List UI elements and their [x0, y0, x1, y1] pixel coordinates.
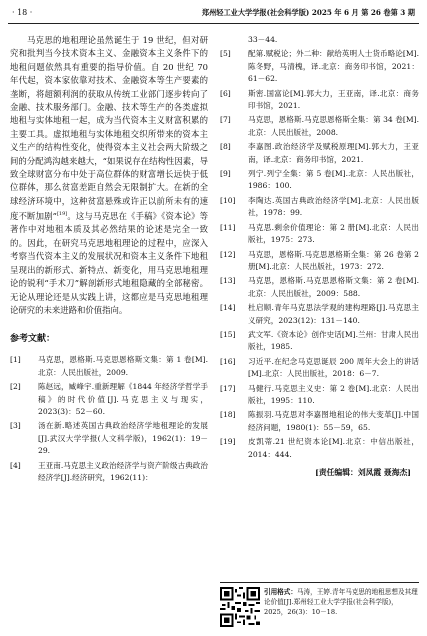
page-number: · 18 ·: [12, 8, 33, 17]
qr-code-icon[interactable]: [220, 587, 260, 627]
footnote-mark[interactable]: [19]: [56, 211, 68, 218]
reference-item: [12] 马克思，恩格斯.马克思恩格斯全集：第 26 卷第 2 册[M].北京：人民出版社，1973：272.: [220, 249, 419, 271]
reference-item: [6] 斯密.国富论[M].郭大力，王亚南，译.北京：商务印书馆，2021.: [220, 88, 419, 111]
citation-text: 引用格式：马涛，王婷.青年马克思的地租思想及其理论价值[J].郑州轻工业大学学报(社会科学版)，2025，26(3)：10－18.: [264, 588, 418, 616]
reference-item: [2] 陈赵远，臧峰宇.重新理解《1844 年经济学哲学手稿》的时代价值[J].马克思主义与现实，2023(3)：52－60.: [10, 382, 208, 416]
references-title: 参考文献：: [10, 334, 56, 345]
reference-item: [18] 陈振羽.马克思对李嘉图地租论的伟大变革[J].中国经济问题，1980(1)：55－59，65.: [220, 410, 419, 432]
journal-title: 郑州轻工业大学学报(社会科学版) 2025 年 6 月 第 26 卷第 3 期: [201, 8, 415, 17]
citation-label: 引用格式：: [264, 588, 297, 596]
reference-item: [13] 马克思，恩格斯.马克思恩格斯文集：第 2 卷[M].北京：人民出版社，2009：588.: [220, 276, 419, 298]
reference-item: [16] 习近平.在纪念马克思诞辰 200 周年大会上的讲话[M].北京：人民出版社，2018：6－7.: [220, 356, 419, 379]
reference-continuation: 33－44.: [248, 35, 278, 44]
left-column: [10, 34, 208, 486]
reference-item: [14] 杜启顺.青年马克思法学观的建构理路[J].马克思主义研究，2023(12)：131－140.: [220, 303, 419, 325]
reference-item: [17] 马健行.马克思主义史：第 2 卷[M].北京：人民出版社，1995：110.: [220, 383, 419, 405]
reference-item: [1] 马克思，恩格斯.马克思恩格斯文集：第 1 卷[M].北京：人民出版社，2009.: [10, 355, 208, 377]
reference-item: [10] 李陶达.英国古典政治经济学[M].北京：人民出版社，1978：99.: [220, 195, 419, 218]
reference-item: [9] 列宁.列宁全集：第 5 卷[M].北京：人民出版社，1986：100.: [220, 169, 419, 191]
references-list-left: [10, 354, 208, 484]
right-column: [220, 34, 419, 478]
reference-item: [4] 王亚南.马克思主义政治经济学与资产阶级古典政治经济学[J].经济研究，1962(11)：: [10, 460, 208, 482]
reference-item: [8] 李嘉图.政治经济学及赋税原理[M].郭大力，王亚南，译.北京：商务印书馆，2021.: [220, 142, 419, 164]
reference-item: [15] 武文军.《资本论》创作史话[M].兰州：甘肃人民出版社，1985.: [220, 329, 419, 352]
citation-block: [220, 582, 419, 628]
reference-item: [7] 马克思，恩格斯.马克思恩格斯全集：第 34 卷[M].北京：人民出版社，2008.: [220, 115, 419, 137]
reference-item: [11] 马克思.剩余价值理论：第 2 册[M].北京：人民出版社，1975：273.: [220, 222, 419, 245]
reference-item: [19] 皮凯蒂.21 世纪资本论[M].北京：中信出版社，2014：444.: [220, 437, 419, 459]
page-header: [8, 0, 419, 24]
responsible-editor: [责任编辑：刘凤霞 聂海杰]: [315, 468, 411, 477]
references-list-right: [220, 34, 419, 461]
body-paragraph-1: 马克思的地租理论虽然诞生于 19 世纪，但对研究和批判当今技术资本主义、金融资本主义条件下的地租问题依然具有重要的指导价值。自 20 世纪 70 年代起，资本家依靠对技术、金融资本等生产要素的垄断，将超额利润的获取从传统工业部门逐步转向了金融、技术服务部门。金融、技术等生产的各类虚拟地租与实体地租一起，成为当代资本主义财富积累的主要工具。虚拟地租与实体地租交织所带来的资本主义生产的结构性变化，使得资本主义社会两大阶级之间的分配鸿沟越来越大，“如果说存在结构性因素，导致全球财富分布中处于高位群体的财富增长远快于低位群体，那么贫富差距自然会无限制扩大。在新的全球经济环境中，这种贫富悬殊或许正以前所未有的速度不断加剧”[19]。这与马克思在《手稿》《资本论》等著作中对地租本质及其必然结果的论述是完全一致的。因此，在研究马克思地租理论的过程中，应深入考察当代资本主义的发展状况和资本主义条件下地租呈现出的新形式、新特点、新变化，用马克思地租理论的锐利“手术刀”解剖新形式地租隐藏的全部秘密。无论从理论还是从实践上讲，这都应是马克思地租理论研究的未来进路和价值指向。: [10, 35, 209, 315]
reference-item: [3] 汤在新.略述英国古典政治经济学地租理论的发展[J].武汉大学学报(人文科学版)，1962(1)：19－29.: [10, 421, 208, 456]
reference-item: [5] 配第.赋税论；外二种：献给英明人士货币略论[M].陈冬野，马清槐，译.北京：商务印书馆，2021：61－62.: [220, 49, 419, 84]
